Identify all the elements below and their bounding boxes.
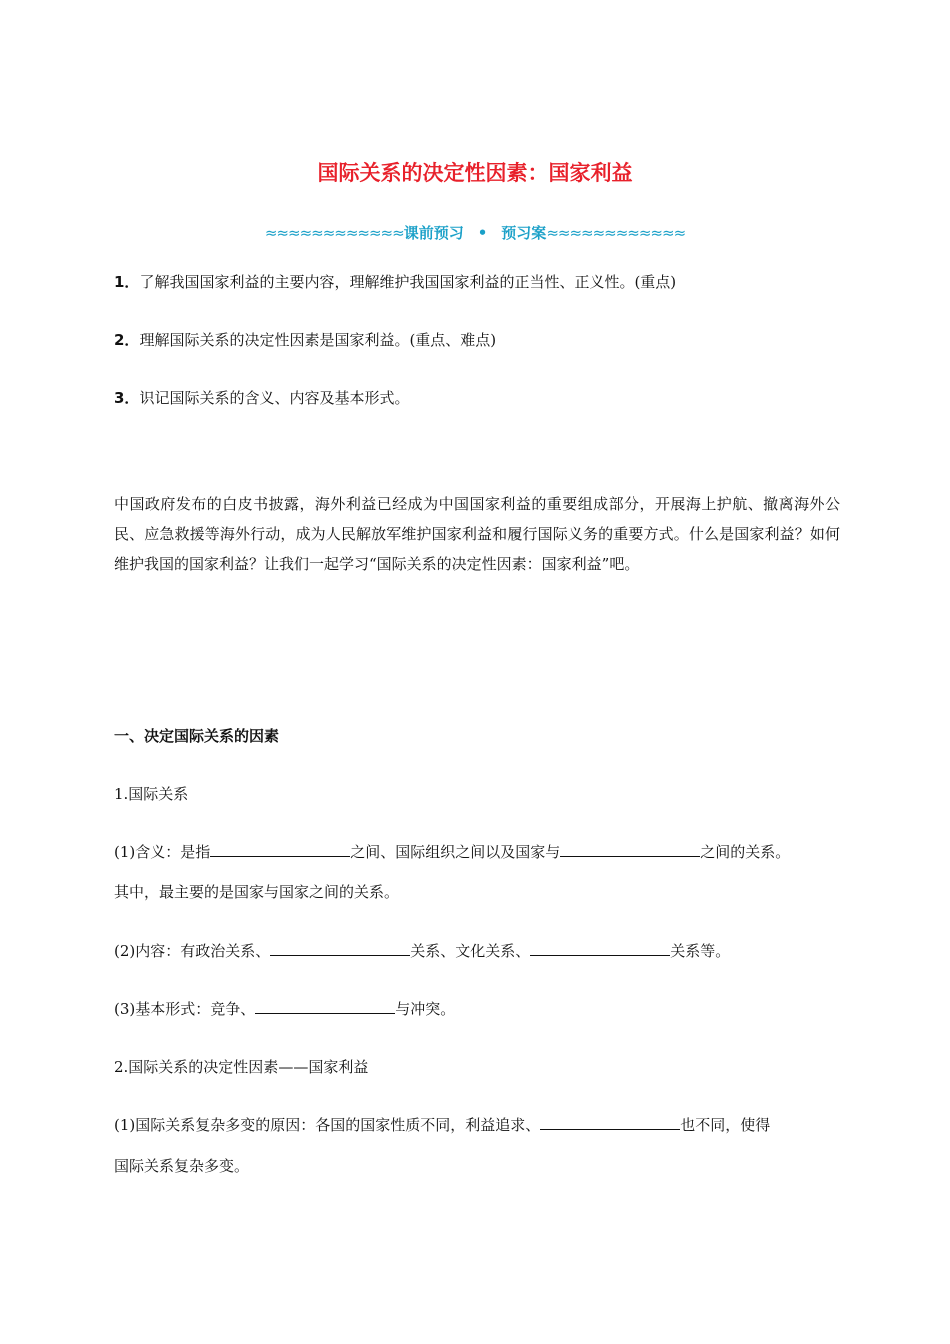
item-3-line <box>114 997 844 1021</box>
item-2-part-b: 关系、文化关系、 <box>410 942 531 960</box>
fill-blank-6[interactable] <box>540 1113 680 1130</box>
fill-blank-4[interactable] <box>530 939 670 956</box>
item-2-part-c: 关系等。 <box>670 942 731 960</box>
item-4-part-a: (1)国际关系复杂多变的原因：各国的国家性质不同，利益追求、 <box>114 1116 541 1134</box>
preview-banner <box>0 221 950 245</box>
objective-1 <box>114 270 844 294</box>
fill-blank-5[interactable] <box>255 997 395 1014</box>
banner-wave-left: ≈≈≈≈≈≈≈≈≈≈≈≈ <box>264 224 404 242</box>
banner-wave-right: ≈≈≈≈≈≈≈≈≈≈≈≈ <box>546 224 686 242</box>
objective-number: 1． <box>114 273 140 291</box>
item-1-line-1 <box>114 840 844 864</box>
objective-text: 理解国际关系的决定性因素是国家利益。(重点、难点) <box>139 331 497 349</box>
objective-2 <box>114 328 844 352</box>
section-heading: 一、决定国际关系的因素 <box>114 727 280 745</box>
fill-blank-2[interactable] <box>560 840 700 857</box>
objective-number: 2． <box>114 331 140 349</box>
objective-3 <box>114 386 844 410</box>
banner-label-left: 课前预习 <box>403 224 464 242</box>
item-1-part-c: 之间的关系。 <box>700 843 791 861</box>
subsection-2-title: 2.国际关系的决定性因素——国家利益 <box>114 1058 369 1076</box>
objective-text: 识记国际关系的含义、内容及基本形式。 <box>139 389 410 407</box>
objective-number: 3． <box>114 389 140 407</box>
item-4-part-b: 也不同，使得 <box>680 1116 771 1134</box>
objective-text: 了解我国国家利益的主要内容，理解维护我国国家利益的正当性、正义性。(重点) <box>139 273 677 291</box>
fill-blank-1[interactable] <box>210 840 350 857</box>
item-1-line-2: 其中，最主要的是国家与国家之间的关系。 <box>114 883 400 901</box>
fill-blank-3[interactable] <box>270 939 410 956</box>
item-4-line-1 <box>114 1113 844 1137</box>
banner-separator: • <box>477 224 488 242</box>
item-1-part-b: 之间、国际组织之间以及国家与 <box>350 843 561 861</box>
item-4-line-2: 国际关系复杂多变。 <box>114 1157 250 1175</box>
document-title: 国际关系的决定性因素：国家利益 <box>317 161 633 185</box>
item-2-part-a: (2)内容：有政治关系、 <box>114 942 271 960</box>
banner-label-right: 预习案 <box>501 224 547 242</box>
item-3-part-a: (3)基本形式：竞争、 <box>114 1000 256 1018</box>
item-3-part-b: 与冲突。 <box>395 1000 456 1018</box>
item-1-part-a: (1)含义：是指 <box>114 843 211 861</box>
subsection-1-title: 1.国际关系 <box>114 785 189 803</box>
intro-paragraph: 中国政府发布的白皮书披露，海外利益已经成为中国国家利益的重要组成部分，开展海上护航、撤离海外公民、应急救援等海外行动，成为人民解放军维护国家利益和履行国际义务的重要方式。什么是国家利益？如何维护我国的国家利益？让我们一起学习“国际关系的决定性因素：国家利益”吧。 <box>114 495 840 573</box>
item-2-line <box>114 939 844 963</box>
